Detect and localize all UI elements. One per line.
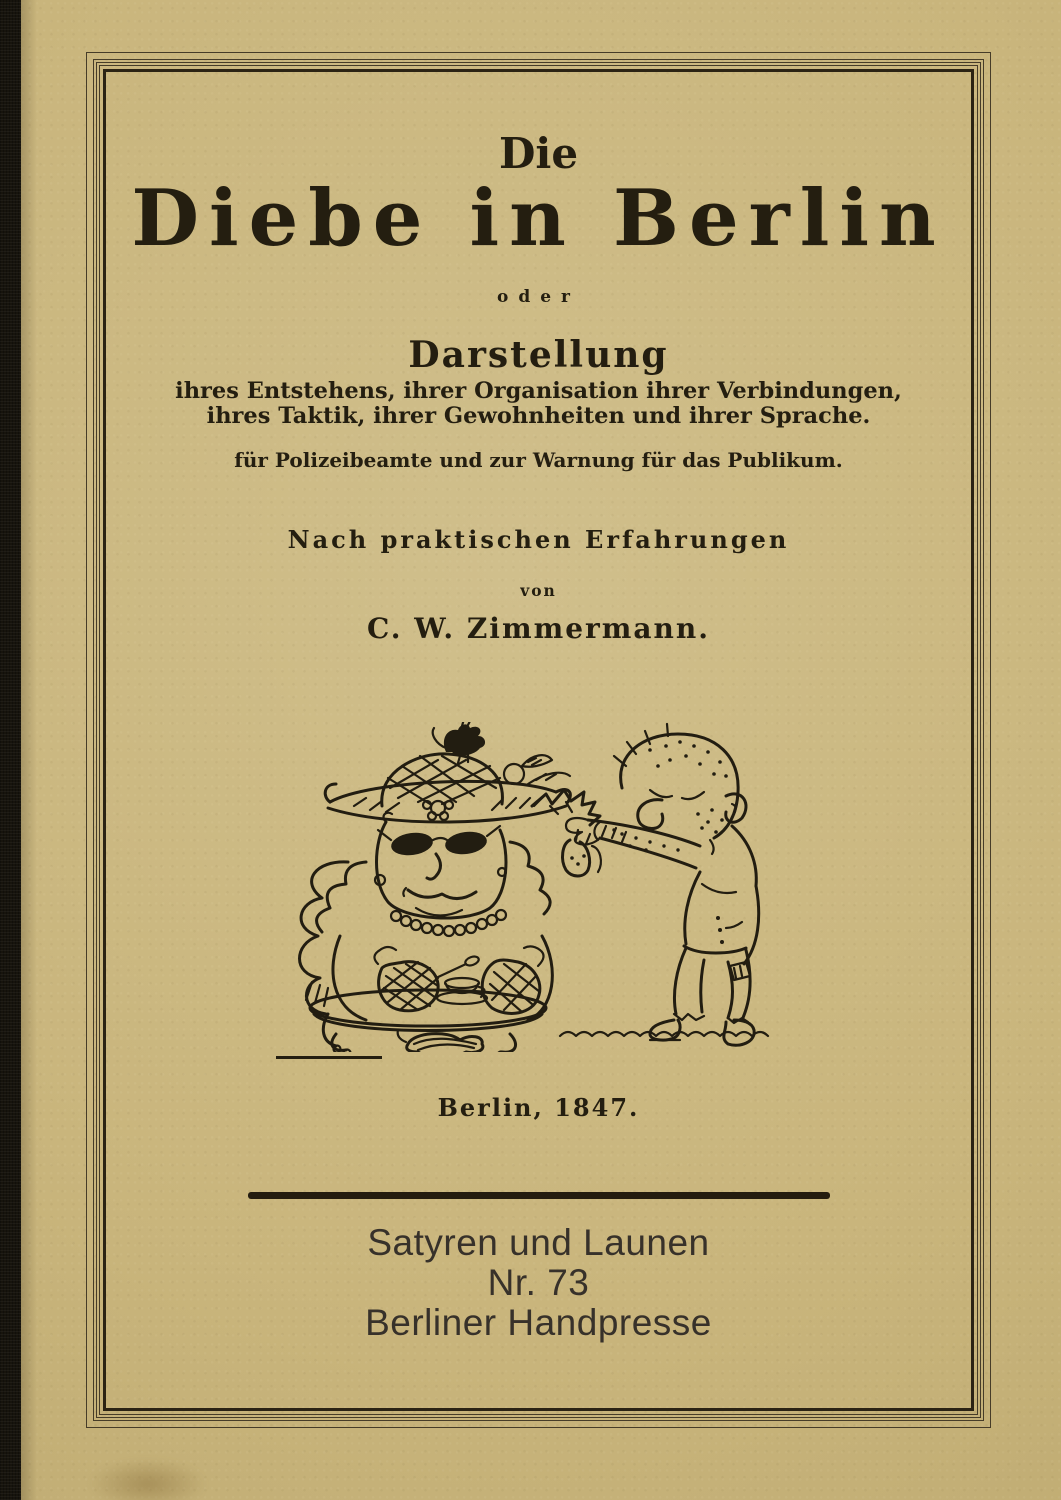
imprint-line: Berlin, 1847. [437, 1093, 640, 1122]
audience-line: für Polizeibeamte und zur Warnung für das Publikum. [234, 448, 843, 472]
publisher-block [86, 1223, 991, 1343]
publisher-name: Berliner Handpresse [365, 1302, 712, 1343]
book-spine [0, 0, 21, 1500]
experience-line: Nach praktischen Erfahrungen [287, 525, 790, 554]
lady-figure [317, 722, 571, 1020]
by-line: von [520, 581, 557, 600]
main-title: Diebe in Berlin [131, 173, 946, 264]
dog [398, 1030, 483, 1052]
subtitle-line-1: ihres Entstehens, ihrer Organisation ihrer Verbindungen, [175, 378, 902, 404]
subtitle-line-2: ihres Taktik, ihrer Gewohnheiten und ihrer Sprache. [206, 403, 871, 429]
paper-stain [88, 1458, 208, 1500]
series-number: Nr. 73 [487, 1262, 590, 1303]
series-title: Satyren und Launen [367, 1222, 710, 1263]
spine-shadow [21, 0, 37, 1500]
boy-figure [532, 724, 759, 1045]
scalp-freckles [648, 740, 728, 778]
author-name: C. W. Zimmermann. [367, 612, 710, 645]
cover-content [86, 52, 991, 1428]
pretitle: Die [498, 129, 579, 178]
cover-illustration [270, 722, 770, 1052]
footnote-rule [276, 1056, 382, 1059]
connector-word: oder [497, 287, 580, 307]
publisher-rule [248, 1192, 830, 1199]
ground-line [560, 1032, 768, 1036]
subtitle-heading: Darstellung [408, 334, 669, 376]
cheek-freckles [696, 808, 724, 834]
